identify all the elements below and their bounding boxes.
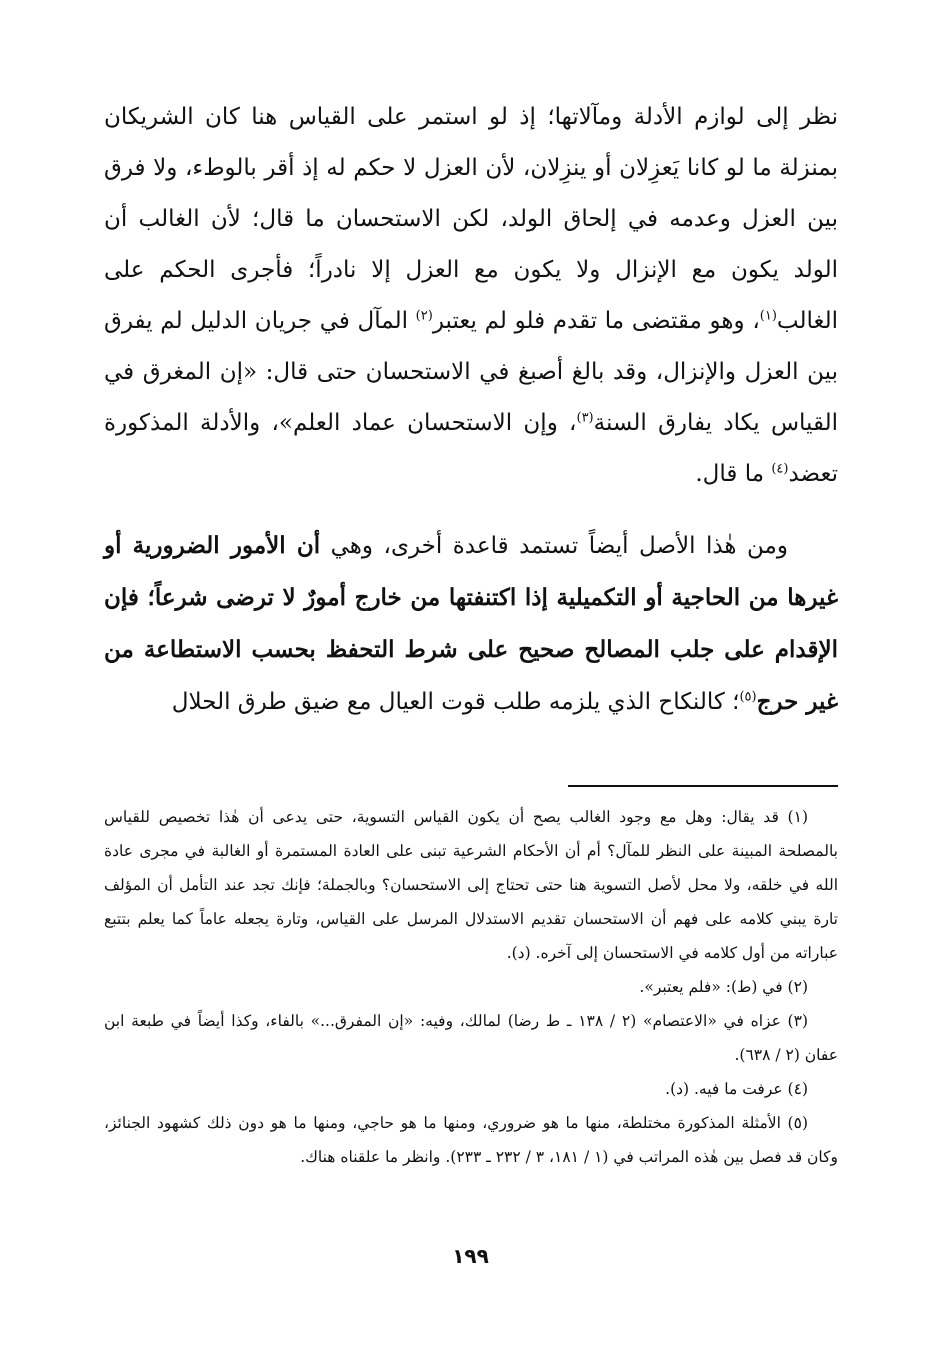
footnote-3 [104, 1004, 838, 1072]
footnote-1 [104, 800, 838, 970]
footnote-ref-2: (٢) [415, 308, 433, 324]
text-run: المآل في جريان الدليل لم يفرق بين العزل والإنزال، وقد بالغ أصبغ في الاستحسان حتى قال: «إن المغرق في القياس يكاد يفارق السنة [104, 308, 838, 436]
footnote-text: (٢) في (ط): «فلم يعتبر». [639, 978, 808, 996]
text-run: ، وهو مقتضى ما تقدم فلو لم يعتبر [432, 308, 760, 334]
footnote-ref-3: (٣) [576, 410, 594, 426]
paragraph-2 [104, 520, 838, 728]
footnote-divider [568, 785, 838, 787]
footnote-text: (١) قد يقال: وهل مع وجود الغالب يصح أن يكون القياس التسوية، حتى يدعى أن هٰذا تخصيص للقياس بالمصلحة المبينة على النظر للمآل؟ أم أن الأحكام الشرعية تبنى على العادة المستمرة أو الغالبة في مجرى عادة الله في خلقه، ولا محل لأصل التسوية هنا حتى تحتاج إلى الاستحسان؟ وبالجملة؛ فإنك تجد عند التأمل أن المؤلف تارة يبني كلامه على فهم أن الاستحسان تقديم الاستدلال المرسل على القياس، وتارة يجعله عاماً كما يعلم بتتبع عباراته من أول كلامه في الاستحسان إلى آخره. (د). [104, 808, 838, 962]
page-number: ١٩٩ [452, 1244, 489, 1268]
text-run: ما قال. [695, 461, 772, 487]
text-run: ؛ كالنكاح الذي يلزمه طلب قوت العيال مع ضيق طرق الحلال [171, 689, 740, 715]
paragraph-1 [104, 92, 838, 500]
footnote-text: (٥) الأمثلة المذكورة مختلطة، منها ما هو ضروري، ومنها ما هو حاجي، ومنها ما هو دون ذلك كشهود الجنائز، وكان قد فصل بين هٰذه المراتب في (١ / ١٨١، ٣ / ٢٣٢ ـ ٢٣٣). وانظر ما علقناه هناك. [104, 1114, 838, 1166]
text-run: ، وإن الاستحسان عماد العلم»، والأدلة المذكورة تعضد [104, 410, 838, 487]
footnote-text: (٣) عزاه في «الاعتصام» (٢ / ١٣٨ ـ ط رضا) لمالك، وفيه: «إن المفرق...» بالفاء، وكذا أيضاً في طبعة ابن عفان (٢ / ٦٣٨). [104, 1012, 838, 1064]
footnote-text: (٤) عرفت ما فيه. (د). [665, 1080, 808, 1098]
text-run: نظر إلى لوازم الأدلة ومآلاتها؛ إذ لو استمر على القياس هنا كان الشريكان بمنزلة ما لو كانا يَعزِلان أو ينزِلان، لأن العزل لا حكم له إذ أقر بالوطء، ولا فرق بين العزل وعدمه في إلحاق الولد، لكن الاستحسان ما قال؛ لأن الغالب أن الولد يكون مع الإنزال ولا يكون مع العزل إلا نادراً؛ فأجرى الحكم على الغالب [104, 104, 838, 334]
text-run: ومن هٰذا الأصل أيضاً تستمد قاعدة أخرى، وهي [320, 533, 788, 559]
footnote-ref-4: (٤) [771, 461, 789, 477]
main-text [104, 92, 838, 728]
footnote-ref-1: (١) [759, 308, 777, 324]
footnote-5 [104, 1106, 838, 1174]
bold-text-run: أن الأمور الضرورية أو غيرها من الحاجية أو التكميلية إذا اكتنفتها من خارج أمورٌ لا ترضى شرعاً؛ فإن الإقدام على جلب المصالح صحيح على شرط التحفظ بحسب الاستطاعة من غير حرج [104, 532, 838, 715]
page [104, 92, 838, 1166]
footnote-2 [104, 970, 838, 1004]
footnote-4 [104, 1072, 838, 1106]
footnote-ref-5: (٥) [739, 689, 757, 705]
footnotes [104, 800, 838, 1174]
